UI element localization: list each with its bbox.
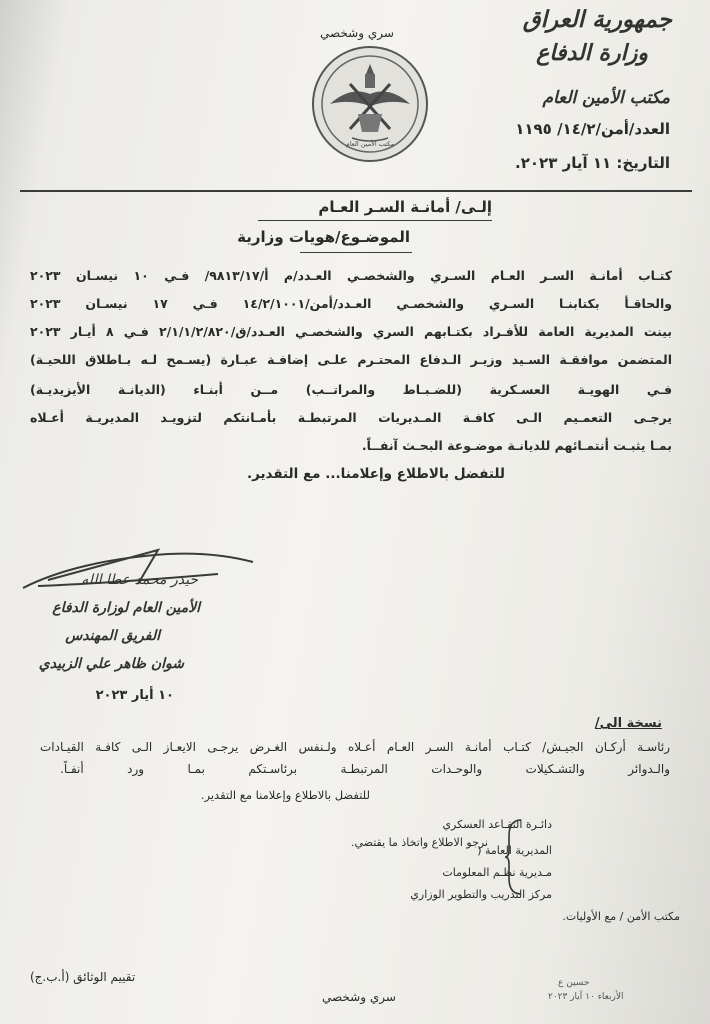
distribution-item-2: المديرية العامة ( — [477, 844, 552, 857]
distribution-item-1: دائـرة التقـاعد العسكري — [442, 818, 552, 831]
signature-handwritten-name: حيدر محمد عطا الله — [81, 572, 198, 588]
document-date: التاريخ: ١١ آيار ٢٠٢٣. — [515, 154, 670, 172]
signature-date: ١٠ أيار ٢٠٢٣ — [95, 688, 174, 703]
ministry-seal — [310, 44, 430, 164]
body-line-2: والحاقـأ بكتابنـا السـري والشخصـي العـدد/أمن/١٤/٢/١٠٠١ فـي ١٧ نيسـان ٢٠٢٣ — [30, 296, 672, 311]
copy-to-line-2: والـدوائر والتشـكيلات والوحـدات المرتبطـة برئاسـتكم بمـا ورد أنفـاً. — [60, 762, 670, 776]
distribution-bracket-icon — [505, 818, 525, 896]
seal-caption: مكتب الأمين العام — [345, 140, 395, 148]
header-office: مكتب الأمين العام — [542, 88, 670, 108]
distribution-item-4: مركز التدريب والتطوير الوزاري — [410, 888, 552, 901]
typist-initials: حسين ع — [558, 978, 590, 988]
signature-scribble-icon — [18, 540, 258, 600]
copy-to-line-1: رئاسـة أركـان الجيـش/ كتـاب أمانـة السـر العـام أعـلاه ولـنفس الغـرض يرجـى الايعـاز الـى كافـة القيـادات — [40, 740, 670, 754]
document-rating: تقييم الوثائق (أ.ب.ج) — [30, 970, 136, 984]
subject-underline — [300, 252, 412, 253]
classification-top: سري وشخصي — [320, 26, 394, 40]
signature-title: الأمين العام لوزارة الدفاع — [52, 600, 200, 616]
copy-to-closing: للتفضل بالاطلاع وإعلامنا مع التقدير. — [200, 788, 370, 802]
reference-number: العدد/أمن/١٤/٢/ ١١٩٥ — [515, 120, 670, 138]
header-ministry: وزارة الدفاع — [536, 40, 648, 66]
typist-date: الأربعاء ١٠ آيار ٢٠٢٣ — [548, 992, 624, 1002]
signature-name: شوان ظاهر علي الزبيدي — [38, 656, 184, 672]
signature-rank: الفريق المهندس — [65, 628, 160, 644]
distribution-note: نرجو الاطلاع واتخاذ ما يقتضي. — [351, 836, 488, 849]
body-line-3: بينت المديرية العامة للأفـراد بكتـابهم السري والشخصـي العـدد/ق/٢/١/١/٢/٨٢٠ فـي ٨ أيـار ٢٠٢٣ — [30, 324, 672, 339]
body-line-7: بمـا يثبـت أنتمـائهم للديانـة موضـوعة البحـث آنفــاً. — [361, 438, 672, 453]
header-divider — [20, 190, 692, 192]
closing: للتفضل بالاطلاع وإعلامنا... مع التقدير. — [246, 466, 505, 482]
recipient-underline — [258, 220, 492, 221]
body-line-1: كتـاب أمانـة السـر العـام السـري والشخصـي العـدد/م أ/٩٨١٣/١٧/ فـي ١٠ نيسـان ٢٠٢٣ — [30, 268, 673, 283]
body-line-4: المتضمن موافقـة السـيد وزيـر الـدفاع المحتـرم علـى إضافـة عبـارة (يسـمح لـه بـاطلاق اللحيـة) — [30, 352, 672, 367]
header-republic: جمهورية العراق — [522, 6, 672, 33]
subject: الموضـوع/هويات وزارية — [237, 228, 410, 246]
distribution-item-5: مكتب الأمن / مع الأوليات. — [562, 910, 680, 923]
copy-to-heading: نسخة الى/ — [594, 716, 662, 731]
body-line-6: يرجـى التعمـيم الـى كافـة المـديريات المرتبطـة بأمـانتكم لتزويـد المديريـة أعـلاه — [30, 410, 672, 425]
recipient: إلـى/ أمانـة السـر العـام — [318, 198, 492, 216]
distribution-item-3: مـديرية نظـم المعلومات — [442, 866, 552, 879]
body-line-5: فـي الهويـة العسـكرية (للضـبـاط والمراتــب) مــن أبنـاء (الديانـة الأيزيديـة) — [30, 382, 672, 397]
classification-bottom: سري وشخصي — [322, 990, 396, 1004]
